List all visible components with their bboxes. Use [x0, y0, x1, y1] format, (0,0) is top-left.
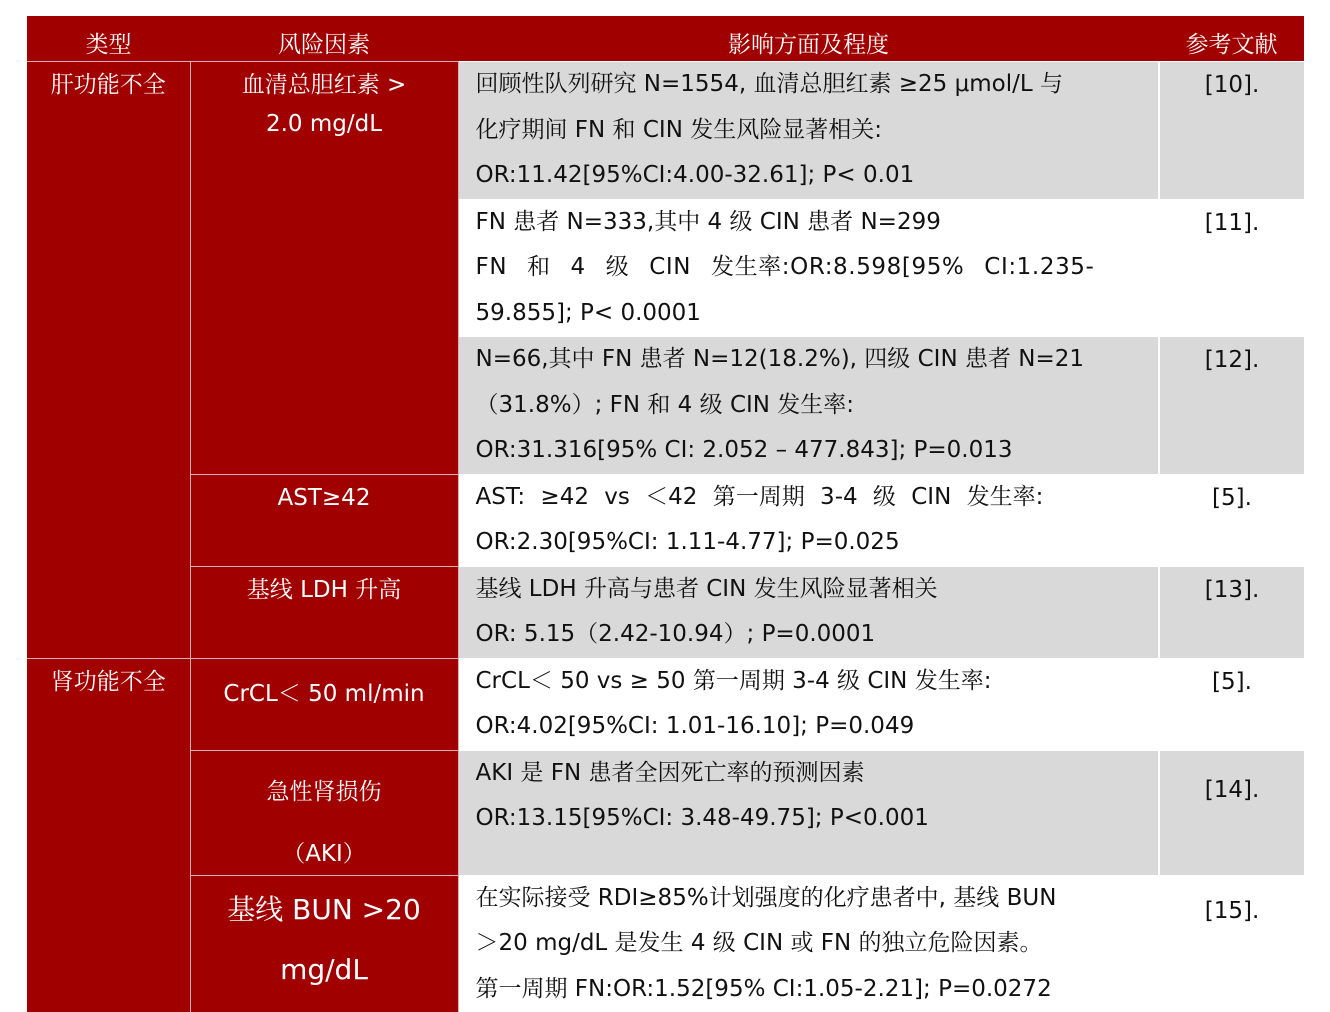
factor-line: 急性肾损伤 [191, 771, 458, 813]
table-row [27, 566, 1304, 658]
impact-line: AKI 是 FN 患者全因死亡率的预测因素 [476, 751, 1147, 797]
impact-line: AST: ≥42 vs ＜42 第一周期 3-4 级 CIN 发生率: [476, 475, 1147, 521]
impact-cell [458, 199, 1159, 337]
impact-cell [458, 750, 1159, 875]
impact-line: ＞20 mg/dL 是发生 4 级 CIN 或 FN 的独立危险因素。 [476, 921, 1147, 967]
impact-line: CrCL＜ 50 vs ≥ 50 第一周期 3-4 级 CIN 发生率: [476, 659, 1147, 705]
factor-line: （AKI） [191, 833, 458, 875]
factor-line: AST≥42 [191, 481, 458, 515]
ref-cell: [14]. [1159, 750, 1304, 875]
impact-line: OR: 5.15（2.42-10.94）; P=0.0001 [476, 612, 1147, 658]
factor-bilirubin [190, 62, 458, 475]
table-row [27, 62, 1304, 200]
impact-line: OR:31.316[95% CI: 2.052 – 477.843]; P=0.013 [476, 428, 1147, 474]
impact-cell [458, 337, 1159, 475]
header-ref: 参考文献 [1159, 16, 1304, 62]
impact-line: 基线 LDH 升高与患者 CIN 发生风险显著相关 [476, 567, 1147, 613]
header-impact: 影响方面及程度 [458, 16, 1159, 62]
impact-line: FN 和 4 级 CIN 发生率:OR:8.598[95% CI:1.235- [476, 245, 1147, 291]
impact-cell [458, 62, 1159, 200]
table-row [27, 875, 1304, 1012]
impact-line: 回顾性队列研究 N=1554, 血清总胆红素 ≥25 μmol/L 与 [476, 62, 1147, 108]
ref-cell: [15]. [1159, 875, 1304, 1012]
header-factor: 风险因素 [190, 16, 458, 62]
type-kidney: 肾功能不全 [27, 658, 190, 1012]
factor-aki [190, 750, 458, 875]
table-row [27, 474, 1304, 566]
risk-factor-table [27, 16, 1304, 1012]
impact-cell [458, 658, 1159, 750]
impact-line: OR:13.15[95%CI: 3.48-49.75]; P<0.001 [476, 796, 1147, 842]
ref-cell: [13]. [1159, 566, 1304, 658]
table-row [27, 750, 1304, 875]
impact-cell [458, 474, 1159, 566]
type-liver: 肝功能不全 [27, 62, 190, 659]
impact-line: FN 患者 N=333,其中 4 级 CIN 患者 N=299 [476, 200, 1147, 246]
factor-line: CrCL＜ 50 ml/min [191, 677, 458, 711]
factor-line: 2.0 mg/dL [191, 102, 458, 146]
impact-line: N=66,其中 FN 患者 N=12(18.2%), 四级 CIN 患者 N=21 [476, 337, 1147, 383]
impact-cell [458, 875, 1159, 1012]
impact-line: 化疗期间 FN 和 CIN 发生风险显著相关: [476, 108, 1147, 154]
impact-line: 第一周期 FN:OR:1.52[95% CI:1.05-2.21]; P=0.0272 [476, 967, 1147, 1012]
table-row [27, 658, 1304, 750]
impact-line: （31.8%）; FN 和 4 级 CIN 发生率: [476, 383, 1147, 429]
impact-cell [458, 566, 1159, 658]
impact-line: OR:2.30[95%CI: 1.11-4.77]; P=0.025 [476, 520, 1147, 566]
header-type: 类型 [27, 16, 190, 62]
header-row [27, 16, 1304, 62]
factor-crcl [190, 658, 458, 750]
impact-line: 59.855]; P< 0.0001 [476, 291, 1147, 337]
factor-ast [190, 474, 458, 566]
impact-line: OR:11.42[95%CI:4.00-32.61]; P< 0.01 [476, 153, 1147, 199]
ref-cell: [5]. [1159, 658, 1304, 750]
factor-ldh [190, 566, 458, 658]
factor-line: 血清总胆红素 > [191, 68, 458, 102]
factor-line: 基线 BUN >20 [191, 890, 458, 930]
impact-line: OR:4.02[95%CI: 1.01-16.10]; P=0.049 [476, 704, 1147, 750]
ref-cell: [5]. [1159, 474, 1304, 566]
factor-line: mg/dL [191, 950, 458, 990]
ref-cell: [12]. [1159, 337, 1304, 475]
factor-line: 基线 LDH 升高 [191, 573, 458, 607]
ref-cell: [11]. [1159, 199, 1304, 337]
ref-cell: [10]. [1159, 62, 1304, 200]
impact-line: 在实际接受 RDI≥85%计划强度的化疗患者中, 基线 BUN [476, 876, 1147, 922]
factor-bun [190, 875, 458, 1012]
